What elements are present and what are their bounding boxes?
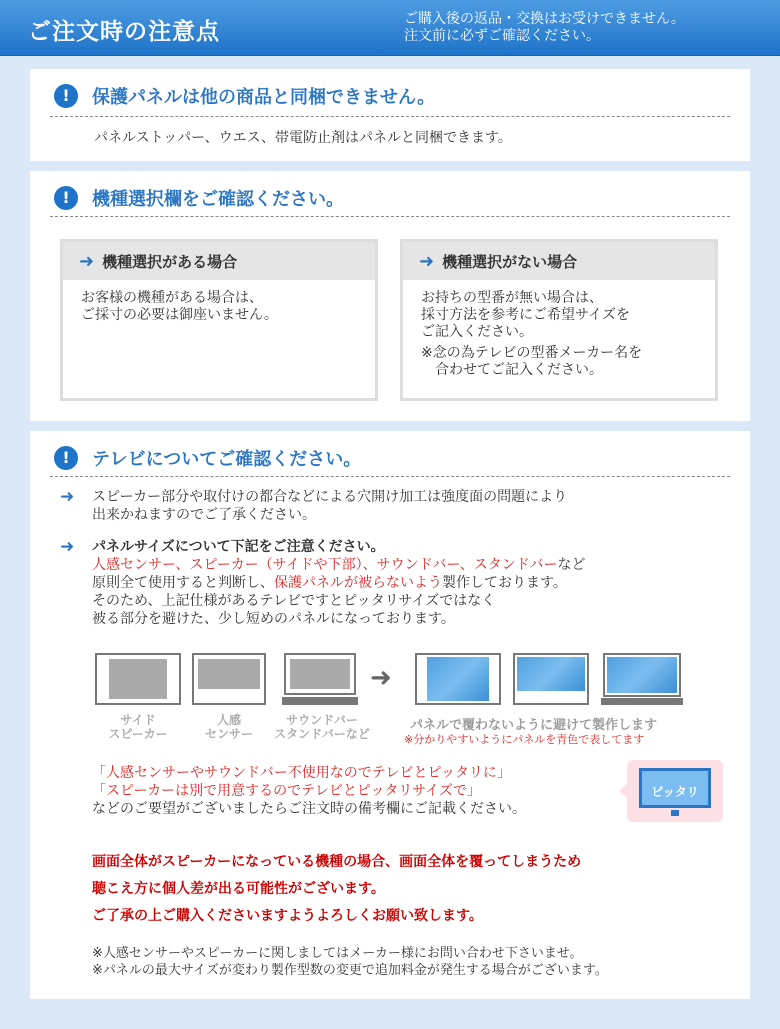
section-title-text: テレビについてご確認ください。 — [92, 449, 362, 470]
tv-label — [270, 713, 374, 741]
sound-bar — [282, 697, 358, 705]
tv-label-line: サイド — [120, 713, 156, 727]
section-title-text: 機種選択欄をご確認ください。 — [92, 189, 344, 210]
sound-bar — [601, 698, 683, 705]
drilling-note — [92, 488, 567, 524]
box-body — [403, 280, 715, 379]
box-line: ご記入ください。 — [421, 324, 533, 340]
box-heading — [403, 242, 715, 280]
model-listed-box — [60, 239, 378, 401]
tv-label — [85, 713, 191, 741]
result-note: ※分かりやすいようにパネルを青色で表してます — [404, 733, 645, 746]
warning-line: ご了承の上ご購入くださいますようよろしくお願い致します。 — [92, 908, 483, 924]
tv-icon — [95, 653, 181, 705]
box-note: ※念の為テレビの型番メーカー名を — [421, 345, 643, 361]
section-title — [54, 83, 435, 109]
panel-size-title: パネルサイズについて下記をご注意ください。 — [92, 539, 385, 555]
arrow-right-icon: ➜ — [370, 663, 392, 693]
text-line: 被る部分を避けた、少し短めのパネルになっております。 — [92, 611, 455, 627]
footnote: ※パネルの最大サイズが変わり製作型数の変更で追加料金が発生する場合がございます。 — [92, 963, 608, 978]
panel-size-note — [92, 538, 586, 628]
request-line: 「スピーカーは別で用意するのでテレビとピッタリサイズで」 — [92, 783, 481, 799]
page-title: ご注文時の注意点 — [28, 19, 220, 45]
box-body — [63, 280, 375, 324]
exclamation-circle-icon: ! — [54, 446, 78, 470]
tv-icon — [282, 653, 358, 705]
section-title — [54, 445, 361, 471]
exclamation-circle-icon: ! — [54, 84, 78, 108]
section-model-selection — [30, 171, 750, 421]
box-line: 採寸方法を参考にご希望サイズを — [421, 307, 630, 323]
text-fragment: 原則全て使用すると判断し、 — [92, 575, 274, 591]
box-note: 合わせてご記入ください。 — [435, 362, 603, 378]
header-notice — [404, 11, 685, 45]
warning-line: 聴こえ方に個人差が出る可能性がございます。 — [92, 881, 385, 897]
section-bundling — [30, 69, 750, 161]
tv-icon — [415, 653, 501, 705]
red-text: 保護パネルが被らないよう — [274, 575, 442, 591]
tv-icon — [513, 653, 589, 705]
tv-label-line: スピーカー — [108, 727, 168, 741]
request-note — [92, 764, 526, 818]
header-notice-line-2: 注文前に必ずご確認ください。 — [404, 28, 600, 44]
section-tv-check — [30, 431, 750, 999]
warning-line: 画面全体がスピーカーになっている機種の場合、画面全体を覆ってしまうため — [92, 854, 582, 870]
arrow-right-icon: ➜ — [60, 537, 75, 557]
warning-block — [92, 849, 581, 930]
exclamation-circle-icon: ! — [54, 186, 78, 210]
arrow-right-icon: ➜ — [60, 487, 75, 507]
box-heading-text: 機種選択がある場合 — [102, 252, 238, 271]
request-line: 「人感センサーやサウンドバー不使用なのでテレビとピッタリに」 — [92, 765, 511, 781]
model-not-listed-box — [400, 239, 718, 401]
text-line: 出来かねますのでご了承ください。 — [92, 507, 316, 523]
text-line — [92, 556, 586, 574]
divider — [50, 116, 730, 117]
box-line: お持ちの型番が無い場合は、 — [421, 290, 603, 306]
text-fragment: など — [557, 557, 586, 573]
footnote: ※人感センサーやスピーカーに関しましてはメーカー様にお問い合わせ下さいませ。 — [92, 946, 583, 961]
text-line — [92, 574, 586, 592]
text-line: スピーカー部分や取付けの都合などによる穴開け加工は強度面の問題により — [92, 489, 568, 505]
bundling-note: パネルストッパー、ウエス、帯電防止剤はパネルと同梱できます。 — [94, 130, 512, 146]
box-line: お客様の機種がある場合は、 — [81, 290, 263, 306]
tv-label-line: 人感 — [216, 713, 241, 727]
tv-label-line: スタンドバーなど — [274, 727, 370, 741]
divider — [50, 476, 730, 477]
red-text: 人感センサー、スピーカー（サイドや下部）、サウンドバー、スタンドバー — [92, 557, 558, 573]
arrow-right-icon: ➜ — [419, 250, 435, 272]
tv-label-line: センサー — [204, 727, 253, 741]
footnotes — [92, 945, 608, 979]
tv-label-line: サウンドバー — [286, 713, 358, 727]
tv-icon — [601, 653, 683, 705]
page-header — [0, 0, 780, 56]
box-line: ご採寸の必要は御座いません。 — [81, 307, 278, 323]
header-notice-line-1: ご購入後の返品・交換はお受けできません。 — [404, 11, 685, 27]
result-label: パネルで覆わないように避けて製作します — [410, 718, 658, 733]
section-title-text: 保護パネルは他の商品と同梱できません。 — [92, 87, 436, 108]
pittari-illustration — [627, 760, 723, 822]
request-line: などのご要望がございましたらご注文時の備考欄にご記載ください。 — [92, 801, 526, 817]
tv-icon — [639, 768, 711, 808]
pittari-label: ピッタリ — [651, 785, 699, 799]
text-fragment: 製作しております。 — [442, 575, 567, 591]
divider — [50, 216, 730, 217]
box-heading — [63, 242, 375, 280]
arrow-right-icon: ➜ — [79, 250, 95, 272]
box-heading-text: 機種選択がない場合 — [442, 252, 578, 271]
tv-label — [180, 713, 278, 741]
tv-icon — [192, 653, 266, 705]
section-title — [54, 185, 344, 211]
text-line: そのため、上記仕様があるテレビですとピッタリサイズではなく — [92, 593, 496, 609]
